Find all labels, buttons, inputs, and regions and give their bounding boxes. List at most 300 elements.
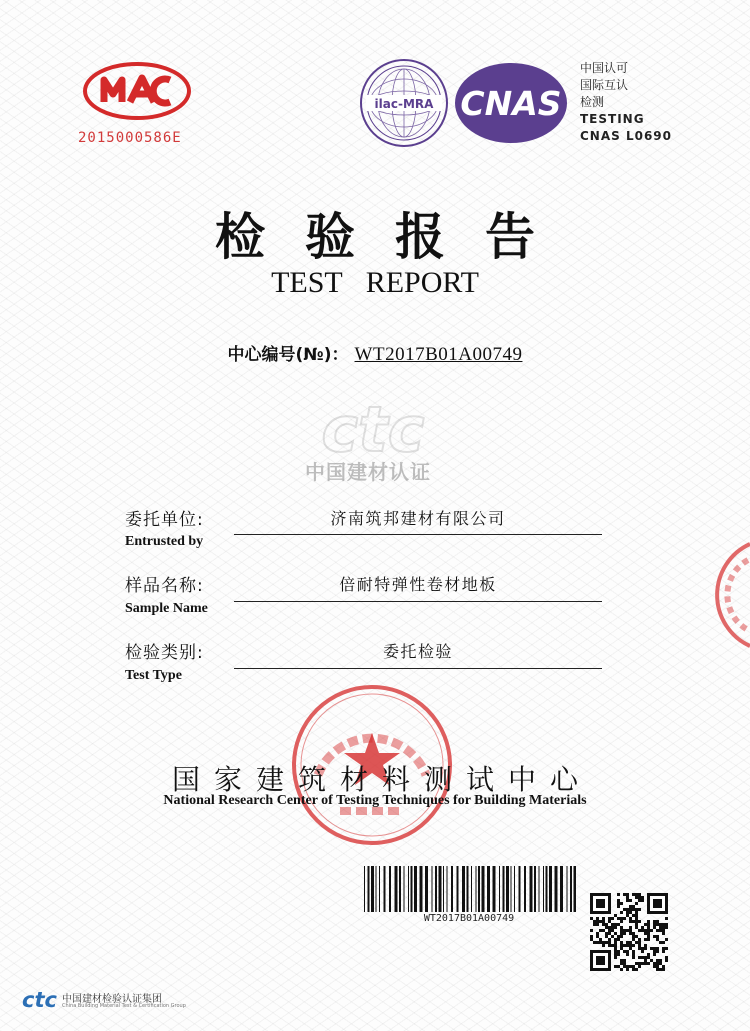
organization-name-en: National Research Center of Testing Techniques for Building Materials	[163, 793, 587, 808]
barcode-bar	[395, 866, 398, 912]
qr-module	[626, 944, 629, 947]
barcode-bar	[574, 866, 577, 912]
qr-module	[650, 947, 653, 950]
qr-module	[635, 926, 638, 929]
qr-module	[644, 947, 647, 950]
qr-module	[617, 917, 620, 920]
field-value-test-type: 委托检验	[382, 642, 453, 661]
qr-module	[611, 917, 614, 920]
footer-group-name-cn: 中国建材检验认证集团	[62, 994, 162, 1005]
qr-module	[632, 953, 635, 956]
qr-module	[641, 896, 644, 899]
qr-module	[656, 923, 659, 926]
qr-module	[635, 941, 638, 944]
qr-module	[623, 908, 626, 911]
qr-module	[590, 929, 593, 932]
qr-module	[617, 938, 620, 941]
cnas-text-line: 国际互认	[580, 78, 629, 92]
qr-module	[623, 917, 626, 920]
qr-module	[635, 968, 638, 971]
barcode-bar	[451, 866, 453, 912]
qr-module	[620, 932, 623, 935]
qr-module	[632, 893, 635, 896]
field-label-entrusted-by: 委托单位:	[125, 510, 204, 530]
qr-module	[602, 944, 605, 947]
qr-module	[644, 944, 647, 947]
qr-module	[629, 920, 632, 923]
qr-module	[626, 941, 629, 944]
barcode-bar	[399, 866, 401, 912]
qr-module	[605, 941, 608, 944]
qr-module	[656, 947, 659, 950]
barcode-bar	[530, 866, 533, 912]
qr-module	[653, 926, 656, 929]
qr-module	[614, 950, 617, 953]
qr-module	[602, 917, 605, 920]
barcode-bar	[476, 866, 477, 912]
qr-module	[632, 950, 635, 953]
barcode-bar	[511, 866, 512, 912]
qr-module	[623, 893, 626, 896]
qr-module	[614, 914, 617, 917]
qr-module	[620, 941, 623, 944]
barcode-number: WT2017B01A00749	[423, 913, 515, 924]
barcode-bar	[414, 866, 417, 912]
qr-module	[653, 965, 656, 968]
qr-module	[620, 929, 623, 932]
qr-module	[638, 920, 641, 923]
qr-module	[641, 947, 644, 950]
barcode-bar	[384, 866, 386, 912]
center-number-label: 中心编号(№)：	[227, 345, 349, 365]
qr-module	[623, 944, 626, 947]
qr-module	[632, 914, 635, 917]
qr-module	[593, 941, 596, 944]
qr-module	[638, 938, 641, 941]
qr-module	[620, 917, 623, 920]
cnas-text-line: 检测	[580, 95, 605, 109]
qr-module	[644, 932, 647, 935]
qr-module	[599, 920, 602, 923]
qr-module	[608, 938, 611, 941]
qr-module	[626, 953, 629, 956]
qr-module	[641, 950, 644, 953]
field-underline	[234, 601, 602, 602]
qr-module	[662, 926, 665, 929]
qr-module	[605, 923, 608, 926]
qr-module	[638, 947, 641, 950]
qr-module	[629, 899, 632, 902]
qr-module	[617, 935, 620, 938]
qr-module	[623, 959, 626, 962]
qr-module	[620, 962, 623, 965]
qr-code-icon	[590, 893, 668, 971]
watermark-logo-text: ctc	[321, 396, 425, 466]
qr-module	[656, 962, 659, 965]
qr-module	[635, 914, 638, 917]
qr-module	[656, 950, 659, 953]
qr-module	[626, 914, 629, 917]
qr-module	[626, 965, 629, 968]
qr-module	[617, 905, 620, 908]
barcode-bar	[435, 866, 437, 912]
qr-module	[635, 917, 638, 920]
qr-module	[611, 935, 614, 938]
qr-module	[635, 920, 638, 923]
barcode-bar	[478, 866, 480, 912]
qr-module	[644, 962, 647, 965]
qr-module	[626, 896, 629, 899]
qr-module	[629, 944, 632, 947]
qr-module	[647, 929, 650, 932]
qr-module	[638, 899, 641, 902]
qr-module	[665, 926, 668, 929]
qr-module	[614, 965, 617, 968]
qr-module	[656, 935, 659, 938]
qr-module	[644, 956, 647, 959]
qr-module	[638, 929, 641, 932]
center-number	[0, 340, 750, 366]
qr-finder-pattern	[596, 956, 605, 965]
barcode-bar	[503, 866, 505, 912]
qr-module	[602, 941, 605, 944]
qr-module	[599, 938, 602, 941]
ilac-mra-label: ilac-MRA	[374, 97, 434, 111]
barcode-bar	[555, 866, 558, 912]
qr-module	[638, 944, 641, 947]
cnas-accreditation-text	[580, 60, 690, 145]
barcode-bar	[462, 866, 465, 912]
qr-module	[629, 908, 632, 911]
qr-module	[662, 932, 665, 935]
qr-module	[665, 947, 668, 950]
cnas-logo	[452, 60, 570, 146]
cnas-text-line: CNAS L0690	[580, 129, 673, 143]
barcode-bar	[546, 866, 548, 912]
field-label-test-type: 检验类别:	[125, 643, 204, 663]
qr-module	[659, 962, 662, 965]
qr-module	[629, 917, 632, 920]
qr-module	[620, 920, 623, 923]
field-value-entrusted-by: 济南筑邦建材有限公司	[330, 509, 506, 528]
barcode-bar	[404, 866, 405, 912]
side-seal-fragment-icon	[712, 540, 750, 650]
barcode-bar	[411, 866, 413, 912]
barcode-bar	[570, 866, 572, 912]
qr-module	[632, 908, 635, 911]
qr-module	[659, 941, 662, 944]
qr-module	[641, 926, 644, 929]
qr-module	[593, 923, 596, 926]
qr-module	[611, 923, 614, 926]
qr-module	[662, 968, 665, 971]
barcode-bar	[487, 866, 490, 912]
barcode-bar	[471, 866, 472, 912]
qr-module	[653, 920, 656, 923]
qr-module	[638, 896, 641, 899]
qr-module	[629, 947, 632, 950]
qr-module	[644, 923, 647, 926]
qr-module	[647, 920, 650, 923]
qr-module	[599, 941, 602, 944]
qr-module	[623, 932, 626, 935]
qr-module	[602, 923, 605, 926]
qr-module	[626, 911, 629, 914]
qr-module	[620, 968, 623, 971]
watermark-text: 中国建材认证	[305, 460, 431, 484]
qr-module	[617, 923, 620, 926]
barcode-bar	[519, 866, 521, 912]
qr-module	[632, 905, 635, 908]
qr-module	[635, 908, 638, 911]
ilac-mra-logo	[358, 57, 450, 149]
qr-module	[644, 938, 647, 941]
qr-module	[638, 962, 641, 965]
qr-module	[596, 935, 599, 938]
qr-module	[665, 923, 668, 926]
barcode-bar	[439, 866, 442, 912]
qr-module	[662, 929, 665, 932]
barcode-bar	[420, 866, 423, 912]
qr-module	[608, 920, 611, 923]
barcode-bar	[408, 866, 409, 912]
qr-module	[656, 968, 659, 971]
qr-module	[620, 944, 623, 947]
qr-module	[611, 926, 614, 929]
qr-module	[638, 893, 641, 896]
qr-module	[644, 959, 647, 962]
qr-module	[659, 929, 662, 932]
qr-module	[662, 965, 665, 968]
qr-module	[629, 926, 632, 929]
qr-module	[656, 938, 659, 941]
qr-module	[596, 923, 599, 926]
organization-name-cn: 国家建筑材料测试中心	[171, 763, 592, 796]
qr-module	[593, 920, 596, 923]
barcode-bar	[560, 866, 563, 912]
barcode-bar	[482, 866, 485, 912]
qr-module	[656, 920, 659, 923]
barcode-bar	[506, 866, 509, 912]
cnas-label: CNAS	[460, 84, 562, 123]
qr-module	[608, 926, 611, 929]
footer-logo-text: ctc	[22, 988, 57, 1011]
qr-module	[632, 968, 635, 971]
qr-module	[626, 899, 629, 902]
qr-module	[632, 956, 635, 959]
qr-finder-pattern	[653, 899, 662, 908]
qr-module	[650, 929, 653, 932]
field-underline	[234, 534, 602, 535]
qr-module	[659, 959, 662, 962]
qr-module	[617, 899, 620, 902]
qr-module	[605, 935, 608, 938]
qr-module	[659, 923, 662, 926]
qr-module	[605, 932, 608, 935]
qr-module	[590, 917, 593, 920]
qr-module	[602, 920, 605, 923]
field-en-sample-name: Sample Name	[125, 601, 208, 616]
qr-module	[647, 938, 650, 941]
field-label-sample-name: 样品名称:	[125, 576, 204, 596]
barcode-bar	[457, 866, 459, 912]
qr-module	[620, 959, 623, 962]
qr-module	[617, 902, 620, 905]
qr-module	[662, 947, 665, 950]
barcode-icon	[362, 866, 576, 916]
qr-module	[626, 929, 629, 932]
qr-module	[656, 959, 659, 962]
barcode-bar	[443, 866, 444, 912]
qr-module	[650, 959, 653, 962]
barcode-bar	[364, 866, 365, 912]
qr-module	[626, 950, 629, 953]
barcode-bar	[499, 866, 500, 912]
qr-module	[632, 965, 635, 968]
barcode-bar	[543, 866, 544, 912]
qr-module	[620, 902, 623, 905]
qr-module	[656, 965, 659, 968]
barcode-bar	[425, 866, 428, 912]
cma-code: 2015000586E	[78, 130, 182, 146]
barcode-bar	[549, 866, 552, 912]
qr-module	[614, 953, 617, 956]
qr-module	[629, 905, 632, 908]
barcode-bar	[432, 866, 433, 912]
qr-module	[665, 956, 668, 959]
report-title-en: TEST REPORT	[271, 266, 479, 299]
qr-module	[665, 917, 668, 920]
qr-module	[602, 929, 605, 932]
qr-module	[629, 941, 632, 944]
qr-module	[644, 929, 647, 932]
barcode-bar	[371, 866, 374, 912]
qr-finder-pattern	[596, 899, 605, 908]
barcode-bar	[539, 866, 540, 912]
qr-module	[617, 953, 620, 956]
qr-module	[653, 953, 656, 956]
qr-module	[614, 932, 617, 935]
qr-module	[662, 950, 665, 953]
qr-module	[596, 917, 599, 920]
qr-module	[653, 947, 656, 950]
qr-module	[599, 929, 602, 932]
qr-module	[653, 935, 656, 938]
qr-module	[629, 929, 632, 932]
qr-module	[614, 923, 617, 926]
qr-module	[647, 926, 650, 929]
qr-module	[623, 962, 626, 965]
qr-module	[662, 941, 665, 944]
qr-module	[629, 911, 632, 914]
qr-module	[659, 926, 662, 929]
qr-module	[638, 956, 641, 959]
barcode-bar	[379, 866, 380, 912]
qr-module	[635, 896, 638, 899]
qr-module	[647, 956, 650, 959]
qr-module	[608, 932, 611, 935]
qr-module	[647, 935, 650, 938]
cnas-text-line: 中国认可	[580, 61, 629, 75]
qr-module	[629, 932, 632, 935]
qr-module	[620, 947, 623, 950]
field-en-entrusted-by: Entrusted by	[125, 534, 204, 549]
qr-module	[614, 947, 617, 950]
qr-module	[635, 911, 638, 914]
qr-module	[641, 962, 644, 965]
qr-module	[632, 938, 635, 941]
barcode-bar	[524, 866, 526, 912]
qr-module	[629, 965, 632, 968]
qr-module	[596, 941, 599, 944]
qr-module	[641, 956, 644, 959]
qr-module	[623, 965, 626, 968]
qr-module	[614, 956, 617, 959]
qr-module	[623, 950, 626, 953]
qr-module	[611, 929, 614, 932]
qr-module	[626, 893, 629, 896]
qr-module	[665, 959, 668, 962]
qr-module	[614, 941, 617, 944]
qr-module	[605, 926, 608, 929]
qr-module	[626, 968, 629, 971]
qr-module	[659, 968, 662, 971]
qr-module	[596, 920, 599, 923]
qr-module	[608, 917, 611, 920]
qr-module	[635, 902, 638, 905]
report-title-cn: 检验报告	[215, 207, 575, 266]
barcode-bar	[467, 866, 469, 912]
qr-module	[590, 938, 593, 941]
qr-module	[614, 944, 617, 947]
qr-module	[632, 935, 635, 938]
qr-module	[647, 962, 650, 965]
qr-module	[608, 941, 611, 944]
footer-group-name-en: China Building Material Test & Certification Group	[62, 1003, 186, 1009]
cma-logo	[80, 58, 195, 128]
qr-module	[632, 920, 635, 923]
qr-module	[626, 908, 629, 911]
qr-module	[620, 911, 623, 914]
qr-module	[653, 923, 656, 926]
qr-module	[614, 938, 617, 941]
qr-module	[647, 923, 650, 926]
qr-module	[623, 929, 626, 932]
qr-module	[662, 923, 665, 926]
qr-module	[656, 929, 659, 932]
qr-module	[665, 938, 668, 941]
qr-module	[641, 929, 644, 932]
barcode-bar	[447, 866, 448, 912]
qr-module	[632, 932, 635, 935]
qr-module	[641, 899, 644, 902]
qr-module	[617, 893, 620, 896]
barcode-bar	[376, 866, 377, 912]
qr-module	[620, 935, 623, 938]
qr-module	[596, 932, 599, 935]
qr-module	[620, 926, 623, 929]
qr-module	[635, 935, 638, 938]
qr-module	[614, 926, 617, 929]
field-value-sample-name: 倍耐特弹性卷材地板	[339, 575, 497, 594]
barcode-bar	[534, 866, 536, 912]
qr-module	[638, 965, 641, 968]
barcode-bar	[493, 866, 496, 912]
field-underline	[234, 668, 602, 669]
qr-module	[617, 965, 620, 968]
qr-module	[635, 923, 638, 926]
qr-module	[608, 944, 611, 947]
